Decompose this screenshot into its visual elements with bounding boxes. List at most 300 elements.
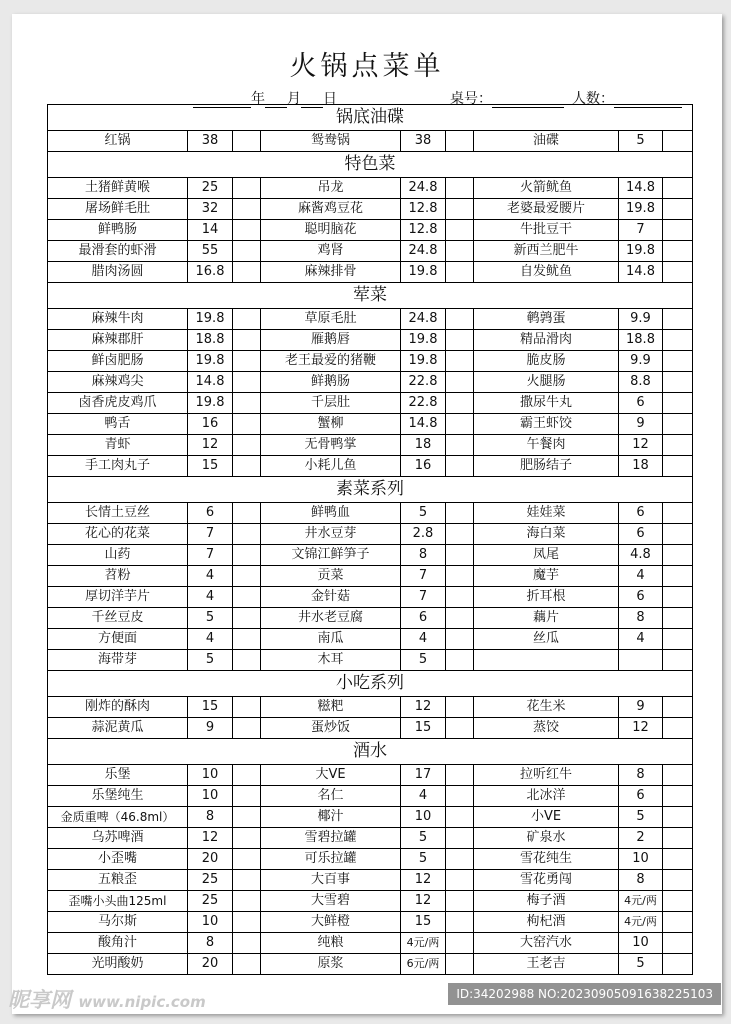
- dish-price: 16: [188, 414, 233, 435]
- menu-row: [48, 933, 693, 954]
- quantity-cell[interactable]: [663, 629, 693, 650]
- quantity-cell[interactable]: [233, 220, 261, 241]
- dish-price: 5: [619, 131, 663, 152]
- section-title: 小吃系列: [48, 671, 693, 697]
- menu-table: [47, 104, 693, 975]
- quantity-cell[interactable]: [233, 241, 261, 262]
- dish-name: 井水老豆腐: [261, 608, 401, 629]
- section-title: 特色菜: [48, 152, 693, 178]
- dish-price: 9: [188, 718, 233, 739]
- dish-name: 枸杞酒: [474, 912, 619, 933]
- dish-name: 腊肉汤圆: [48, 262, 188, 283]
- dish-price: 32: [188, 199, 233, 220]
- dish-name: 马尔斯: [48, 912, 188, 933]
- watermark-id: ID:34202988 NO:20230905091638225103: [448, 983, 721, 1005]
- dish-name: 山药: [48, 545, 188, 566]
- dish-price: 15: [401, 718, 446, 739]
- quantity-cell[interactable]: [233, 807, 261, 828]
- dish-price: 10: [619, 933, 663, 954]
- quantity-cell[interactable]: [663, 828, 693, 849]
- quantity-cell[interactable]: [663, 199, 693, 220]
- menu-row: [48, 309, 693, 330]
- dish-name: 火腿肠: [474, 372, 619, 393]
- quantity-cell[interactable]: [446, 545, 474, 566]
- dish-price: 7: [188, 524, 233, 545]
- dish-name: 霸王虾饺: [474, 414, 619, 435]
- quantity-cell[interactable]: [663, 372, 693, 393]
- dish-price: 12: [619, 435, 663, 456]
- dish-price: 9: [619, 697, 663, 718]
- dish-price: 25: [188, 891, 233, 912]
- quantity-cell[interactable]: [233, 697, 261, 718]
- dish-name: 大雪碧: [261, 891, 401, 912]
- quantity-cell[interactable]: [446, 262, 474, 283]
- quantity-cell[interactable]: [446, 309, 474, 330]
- dish-name: 雁鹅唇: [261, 330, 401, 351]
- dish-name: 大窑汽水: [474, 933, 619, 954]
- dish-name: 千丝豆皮: [48, 608, 188, 629]
- quantity-cell[interactable]: [663, 262, 693, 283]
- dish-price: 8.8: [619, 372, 663, 393]
- dish-price: 8: [619, 765, 663, 786]
- quantity-cell[interactable]: [233, 393, 261, 414]
- quantity-cell[interactable]: [233, 524, 261, 545]
- dish-price: 5: [401, 503, 446, 524]
- quantity-cell[interactable]: [663, 178, 693, 199]
- dish-name: 土猪鲜黄喉: [48, 178, 188, 199]
- quantity-cell[interactable]: [446, 765, 474, 786]
- quantity-cell[interactable]: [663, 650, 693, 671]
- dish-name: 乐堡: [48, 765, 188, 786]
- dish-name: 光明酸奶: [48, 954, 188, 975]
- quantity-cell[interactable]: [446, 435, 474, 456]
- dish-name: 大百事: [261, 870, 401, 891]
- menu-row: [48, 870, 693, 891]
- quantity-cell[interactable]: [446, 414, 474, 435]
- dish-price: 15: [188, 456, 233, 477]
- dish-price: 25: [188, 870, 233, 891]
- menu-row: [48, 828, 693, 849]
- quantity-cell[interactable]: [446, 650, 474, 671]
- dish-name: 撒尿牛丸: [474, 393, 619, 414]
- dish-name: 折耳根: [474, 587, 619, 608]
- quantity-cell[interactable]: [233, 414, 261, 435]
- dish-price: 12: [401, 891, 446, 912]
- dish-price: 4: [401, 786, 446, 807]
- dish-name: 火箭鱿鱼: [474, 178, 619, 199]
- dish-price: 19.8: [619, 241, 663, 262]
- dish-name: 乐堡纯生: [48, 786, 188, 807]
- quantity-cell[interactable]: [233, 566, 261, 587]
- dish-name: 酸角汁: [48, 933, 188, 954]
- dish-price: 19.8: [188, 393, 233, 414]
- menu-row: [48, 435, 693, 456]
- dish-price: 9.9: [619, 351, 663, 372]
- dish-name: 最滑套的虾滑: [48, 241, 188, 262]
- dish-price: 16.8: [188, 262, 233, 283]
- dish-price: 14.8: [619, 262, 663, 283]
- menu-row: [48, 629, 693, 650]
- quantity-cell[interactable]: [233, 870, 261, 891]
- dish-name: 无骨鸭掌: [261, 435, 401, 456]
- dish-name: 花心的花菜: [48, 524, 188, 545]
- quantity-cell[interactable]: [233, 262, 261, 283]
- dish-price: 22.8: [401, 393, 446, 414]
- dish-name: [474, 650, 619, 671]
- dish-price: 4: [188, 587, 233, 608]
- dish-name: 蒸饺: [474, 718, 619, 739]
- quantity-cell[interactable]: [233, 309, 261, 330]
- dish-price: 9.9: [619, 309, 663, 330]
- dish-name: 小VE: [474, 807, 619, 828]
- quantity-cell[interactable]: [663, 456, 693, 477]
- menu-row: [48, 414, 693, 435]
- dish-price: 5: [619, 954, 663, 975]
- quantity-cell[interactable]: [446, 608, 474, 629]
- dish-name: 厚切洋芋片: [48, 587, 188, 608]
- dish-price: 5: [401, 650, 446, 671]
- quantity-cell[interactable]: [663, 933, 693, 954]
- dish-price: 6: [188, 503, 233, 524]
- dish-price: 2.8: [401, 524, 446, 545]
- quantity-cell[interactable]: [663, 870, 693, 891]
- dish-name: 鲜鸭肠: [48, 220, 188, 241]
- quantity-cell[interactable]: [663, 545, 693, 566]
- dish-price: 20: [188, 849, 233, 870]
- dish-price: 4元/两: [619, 912, 663, 933]
- dish-price: 10: [188, 765, 233, 786]
- dish-price: 18.8: [188, 330, 233, 351]
- dish-name: 千层肚: [261, 393, 401, 414]
- dish-price: 14: [188, 220, 233, 241]
- dish-price: 12: [401, 697, 446, 718]
- quantity-cell[interactable]: [233, 786, 261, 807]
- quantity-cell[interactable]: [446, 587, 474, 608]
- dish-name: 蟹柳: [261, 414, 401, 435]
- menu-row: [48, 220, 693, 241]
- dish-name: 魔芋: [474, 566, 619, 587]
- quantity-cell[interactable]: [446, 241, 474, 262]
- quantity-cell[interactable]: [663, 503, 693, 524]
- dish-name: 大鲜橙: [261, 912, 401, 933]
- dish-price: 5: [401, 849, 446, 870]
- watermark-brand: 昵享网 www.nipic.com: [8, 988, 206, 1012]
- dish-name: 脆皮肠: [474, 351, 619, 372]
- quantity-cell[interactable]: [446, 954, 474, 975]
- dish-name: 雪花纯生: [474, 849, 619, 870]
- quantity-cell[interactable]: [663, 241, 693, 262]
- dish-name: 鲜鹅肠: [261, 372, 401, 393]
- dish-name: 老王最爱的猪鞭: [261, 351, 401, 372]
- dish-name: 纯粮: [261, 933, 401, 954]
- quantity-cell[interactable]: [446, 220, 474, 241]
- quantity-cell[interactable]: [233, 330, 261, 351]
- quantity-cell[interactable]: [233, 718, 261, 739]
- quantity-cell[interactable]: [663, 131, 693, 152]
- quantity-cell[interactable]: [663, 330, 693, 351]
- dish-name: 刚炸的酥肉: [48, 697, 188, 718]
- quantity-cell[interactable]: [663, 807, 693, 828]
- dish-price: 19.8: [401, 330, 446, 351]
- dish-price: 12: [188, 435, 233, 456]
- quantity-cell[interactable]: [233, 608, 261, 629]
- quantity-cell[interactable]: [663, 954, 693, 975]
- quantity-cell[interactable]: [446, 131, 474, 152]
- quantity-cell[interactable]: [233, 456, 261, 477]
- quantity-cell[interactable]: [663, 786, 693, 807]
- dish-name: 麻辣鸡尖: [48, 372, 188, 393]
- menu-row: [48, 807, 693, 828]
- quantity-cell[interactable]: [446, 178, 474, 199]
- quantity-cell[interactable]: [663, 393, 693, 414]
- menu-row: [48, 241, 693, 262]
- quantity-cell[interactable]: [446, 828, 474, 849]
- quantity-cell[interactable]: [233, 629, 261, 650]
- dish-name: 长情土豆丝: [48, 503, 188, 524]
- quantity-cell[interactable]: [233, 503, 261, 524]
- dish-price: 12: [401, 870, 446, 891]
- menu-row: [48, 912, 693, 933]
- quantity-cell[interactable]: [663, 765, 693, 786]
- dish-name: 屠场鲜毛肚: [48, 199, 188, 220]
- dish-price: 18: [401, 435, 446, 456]
- section-header: [48, 283, 693, 309]
- dish-name: 金针菇: [261, 587, 401, 608]
- quantity-cell[interactable]: [663, 566, 693, 587]
- dish-price: 14.8: [188, 372, 233, 393]
- quantity-cell[interactable]: [233, 435, 261, 456]
- section-header: [48, 739, 693, 765]
- dish-price: 24.8: [401, 241, 446, 262]
- dish-name: 海带芽: [48, 650, 188, 671]
- dish-price: 10: [401, 807, 446, 828]
- quantity-cell[interactable]: [233, 545, 261, 566]
- dish-price: 5: [619, 807, 663, 828]
- quantity-cell[interactable]: [446, 566, 474, 587]
- quantity-cell[interactable]: [446, 912, 474, 933]
- dish-price: 12.8: [401, 220, 446, 241]
- dish-name: 歪嘴小头曲125ml: [48, 891, 188, 912]
- menu-row: [48, 545, 693, 566]
- dish-price: 4: [401, 629, 446, 650]
- dish-name: 南瓜: [261, 629, 401, 650]
- quantity-cell[interactable]: [446, 199, 474, 220]
- quantity-cell[interactable]: [233, 178, 261, 199]
- quantity-cell[interactable]: [233, 828, 261, 849]
- dish-name: 金质重啤（46.8ml）: [48, 807, 188, 828]
- menu-row: [48, 372, 693, 393]
- menu-row: [48, 650, 693, 671]
- quantity-cell[interactable]: [233, 954, 261, 975]
- section-header: [48, 105, 693, 131]
- dish-price: 4元/两: [401, 933, 446, 954]
- table-number-field: 桌号：: [450, 88, 564, 108]
- dish-name: 小歪嘴: [48, 849, 188, 870]
- quantity-cell[interactable]: [233, 199, 261, 220]
- dish-name: 吊龙: [261, 178, 401, 199]
- dish-name: 麻辣排骨: [261, 262, 401, 283]
- dish-price: 18.8: [619, 330, 663, 351]
- quantity-cell[interactable]: [446, 786, 474, 807]
- quantity-cell[interactable]: [233, 587, 261, 608]
- quantity-cell[interactable]: [446, 330, 474, 351]
- dish-name: 乌苏啤酒: [48, 828, 188, 849]
- quantity-cell[interactable]: [446, 807, 474, 828]
- quantity-cell[interactable]: [663, 587, 693, 608]
- dish-name: 肥肠结子: [474, 456, 619, 477]
- dish-name: 聪明脑花: [261, 220, 401, 241]
- dish-name: 糍粑: [261, 697, 401, 718]
- menu-row: [48, 566, 693, 587]
- dish-price: 8: [188, 933, 233, 954]
- section-title: 素菜系列: [48, 477, 693, 503]
- quantity-cell[interactable]: [446, 629, 474, 650]
- quantity-cell[interactable]: [446, 933, 474, 954]
- dish-price: 12: [188, 828, 233, 849]
- dish-price: 4.8: [619, 545, 663, 566]
- menu-row: [48, 587, 693, 608]
- dish-name: 雪花勇闯: [474, 870, 619, 891]
- quantity-cell[interactable]: [233, 891, 261, 912]
- section-title: 荤菜: [48, 283, 693, 309]
- dish-name: 梅子酒: [474, 891, 619, 912]
- section-title: 锅底油碟: [48, 105, 693, 131]
- section-title: 酒水: [48, 739, 693, 765]
- quantity-cell[interactable]: [233, 351, 261, 372]
- dish-price: 7: [619, 220, 663, 241]
- dish-price: 6: [619, 503, 663, 524]
- dish-price: 8: [619, 870, 663, 891]
- dish-name: 麻辣郡肝: [48, 330, 188, 351]
- dish-name: 鸳鸯锅: [261, 131, 401, 152]
- dish-name: 可乐拉罐: [261, 849, 401, 870]
- quantity-cell[interactable]: [233, 131, 261, 152]
- section-header: [48, 477, 693, 503]
- dish-name: 自发鱿鱼: [474, 262, 619, 283]
- menu-row: [48, 697, 693, 718]
- dish-name: 手工肉丸子: [48, 456, 188, 477]
- dish-price: 24.8: [401, 178, 446, 199]
- dish-name: 鸭舌: [48, 414, 188, 435]
- dish-name: 小耗儿鱼: [261, 456, 401, 477]
- dish-price: 16: [401, 456, 446, 477]
- dish-price: 6: [619, 393, 663, 414]
- quantity-cell[interactable]: [446, 891, 474, 912]
- dish-price: 19.8: [188, 351, 233, 372]
- dish-name: 鸡肾: [261, 241, 401, 262]
- quantity-cell[interactable]: [663, 524, 693, 545]
- quantity-cell[interactable]: [233, 912, 261, 933]
- people-count-field: 人数：: [572, 88, 682, 108]
- menu-row: [48, 524, 693, 545]
- menu-row: [48, 178, 693, 199]
- quantity-cell[interactable]: [663, 435, 693, 456]
- dish-price: 8: [401, 545, 446, 566]
- quantity-cell[interactable]: [446, 351, 474, 372]
- quantity-cell[interactable]: [446, 697, 474, 718]
- dish-name: 蒜泥黄瓜: [48, 718, 188, 739]
- quantity-cell[interactable]: [663, 849, 693, 870]
- dish-name: 精品滑肉: [474, 330, 619, 351]
- quantity-cell[interactable]: [663, 891, 693, 912]
- date-field: 年 月 日: [193, 88, 337, 108]
- dish-price: 4: [619, 629, 663, 650]
- dish-price: 7: [401, 587, 446, 608]
- section-header: [48, 152, 693, 178]
- quantity-cell[interactable]: [663, 697, 693, 718]
- quantity-cell[interactable]: [663, 351, 693, 372]
- dish-price: 12: [619, 718, 663, 739]
- dish-price: 15: [401, 912, 446, 933]
- quantity-cell[interactable]: [233, 765, 261, 786]
- dish-price: 10: [188, 786, 233, 807]
- quantity-cell[interactable]: [446, 456, 474, 477]
- quantity-cell[interactable]: [663, 718, 693, 739]
- dish-name: 苕粉: [48, 566, 188, 587]
- dish-price: 19.8: [619, 199, 663, 220]
- dish-price: 4元/两: [619, 891, 663, 912]
- quantity-cell[interactable]: [446, 870, 474, 891]
- dish-price: 38: [188, 131, 233, 152]
- quantity-cell[interactable]: [663, 912, 693, 933]
- quantity-cell[interactable]: [233, 372, 261, 393]
- dish-name: 木耳: [261, 650, 401, 671]
- dish-price: 24.8: [401, 309, 446, 330]
- dish-price: 38: [401, 131, 446, 152]
- dish-price: 10: [188, 912, 233, 933]
- dish-name: 蛋炒饭: [261, 718, 401, 739]
- dish-name: 青虾: [48, 435, 188, 456]
- dish-price: 6元/两: [401, 954, 446, 975]
- quantity-cell[interactable]: [446, 372, 474, 393]
- dish-price: 10: [619, 849, 663, 870]
- quantity-cell[interactable]: [233, 650, 261, 671]
- dish-name: 凤尾: [474, 545, 619, 566]
- quantity-cell[interactable]: [663, 309, 693, 330]
- dish-name: 新西兰肥牛: [474, 241, 619, 262]
- dish-price: 4: [188, 566, 233, 587]
- dish-price: 7: [401, 566, 446, 587]
- dish-name: 老婆最爱腰片: [474, 199, 619, 220]
- dish-name: 名仁: [261, 786, 401, 807]
- dish-name: 贡菜: [261, 566, 401, 587]
- dish-price: 20: [188, 954, 233, 975]
- quantity-cell[interactable]: [446, 524, 474, 545]
- dish-name: 卤香虎皮鸡爪: [48, 393, 188, 414]
- quantity-cell[interactable]: [663, 414, 693, 435]
- quantity-cell[interactable]: [233, 933, 261, 954]
- dish-price: [619, 650, 663, 671]
- dish-price: 25: [188, 178, 233, 199]
- dish-price: 5: [188, 608, 233, 629]
- quantity-cell[interactable]: [663, 608, 693, 629]
- dish-name: 原浆: [261, 954, 401, 975]
- quantity-cell[interactable]: [446, 718, 474, 739]
- dish-name: 草原毛肚: [261, 309, 401, 330]
- dish-price: 55: [188, 241, 233, 262]
- quantity-cell[interactable]: [663, 220, 693, 241]
- dish-price: 19.8: [401, 262, 446, 283]
- dish-name: 海白菜: [474, 524, 619, 545]
- quantity-cell[interactable]: [233, 849, 261, 870]
- menu-row: [48, 199, 693, 220]
- menu-row: [48, 718, 693, 739]
- dish-name: 午餐肉: [474, 435, 619, 456]
- quantity-cell[interactable]: [446, 849, 474, 870]
- dish-price: 18: [619, 456, 663, 477]
- quantity-cell[interactable]: [446, 503, 474, 524]
- quantity-cell[interactable]: [446, 393, 474, 414]
